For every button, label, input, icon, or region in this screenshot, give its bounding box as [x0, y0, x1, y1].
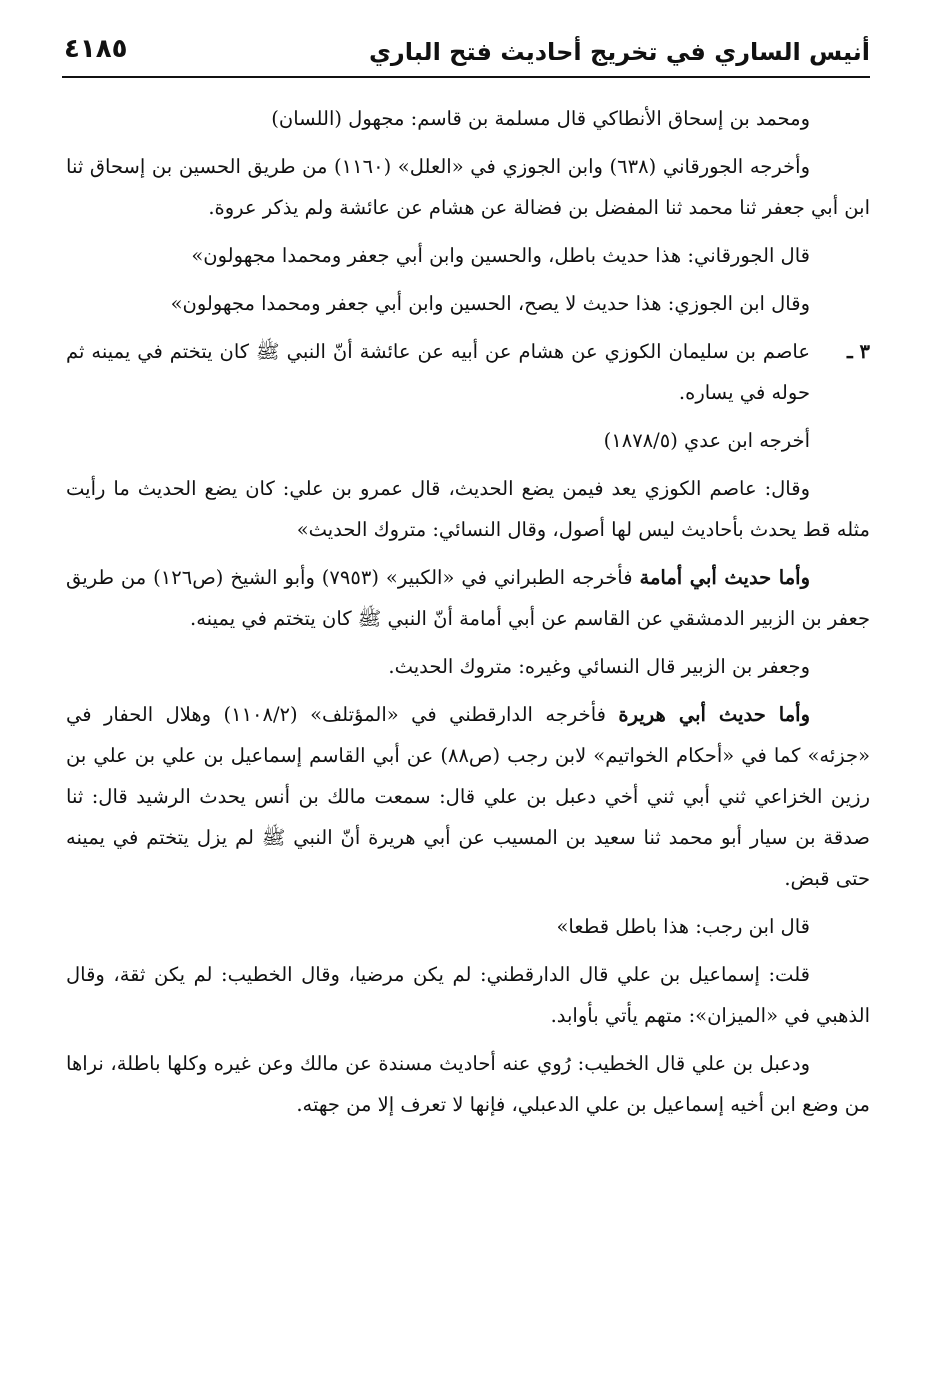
- paragraph: قلت: إسماعيل بن علي قال الدارقطني: لم يكن مرضيا، وقال الخطيب: لم يكن ثقة، وقال الذهبي في «الميزان»: متهم يأتي بأوابد.: [66, 963, 870, 1027]
- paragraph: قال الجورقاني: هذا حديث باطل، والحسين وابن أبي جعفر ومحمدا مجهولون»: [191, 244, 810, 267]
- paragraph: ودعبل بن علي قال الخطيب: رُوي عنه أحاديث مسندة عن مالك وعن غيره وكلها باطلة، نراها من وضع ابن أخيه إسماعيل بن علي الدعبلي، فإنها لا تعرف إلا من جهته.: [66, 1052, 870, 1116]
- numbered-item: [66, 331, 870, 413]
- item-source: أخرجه ابن عدي (١٨٧٨/٥): [603, 429, 810, 452]
- paragraph-abu-hurayra: [66, 694, 870, 899]
- paragraph: وقال: عاصم الكوزي يعد فيمن يضع الحديث، قال عمرو بن علي: كان يضع الحديث ما رأيت مثله قط يحدث بأحاديث ليس لها أصول، وقال النسائي: متروك الحديث»: [66, 477, 870, 541]
- bold-lead: وأما حديث أبي أمامة: [639, 566, 811, 589]
- paragraph: وأخرجه الجورقاني (٦٣٨) وابن الجوزي في «العلل» (١١٦٠) من طريق الحسين بن إسحاق ثنا ابن أبي جعفر ثنا محمد ثنا المفضل بن فضالة عن هشام عن عائشة ولم يذكر عروة.: [66, 155, 870, 219]
- paragraph: وجعفر بن الزبير قال النسائي وغيره: متروك الحديث.: [388, 655, 810, 678]
- paragraph: ومحمد بن إسحاق الأنطاكي قال مسلمة بن قاسم: مجهول (اللسان): [271, 107, 810, 130]
- bold-lead: وأما حديث أبي هريرة: [618, 703, 811, 726]
- page-number: ٤١٨٥: [64, 34, 128, 64]
- item-text: عاصم بن سليمان الكوزي عن هشام عن أبيه عن عائشة أنّ النبي ﷺ كان يتختم في يمينه ثم حوله في يساره.: [66, 340, 810, 404]
- paragraph-text: فأخرجه الدارقطني في «المؤتلف» (١١٠٨/٢) وهلال الحفار في «جزئه» كما في «أحكام الخواتيم» لابن رجب (ص٨٨) عن أبي القاسم إسماعيل بن علي بن علي بن رزين الخزاعي ثني أبي ثني أخي دعبل بن علي قال: سمعت مالك بن أنس يحدث الرشيد قال: ثنا صدقة بن سيار أبو محمد ثنا سعيد بن المسيب عن أبي هريرة أنّ النبي ﷺ لم يزل يتختم في يمينه حتى قبض.: [66, 703, 871, 890]
- page-header: [62, 28, 870, 78]
- page-body: [66, 98, 870, 1132]
- paragraph-abu-umama: [66, 557, 870, 639]
- paragraph: وقال ابن الجوزي: هذا حديث لا يصح، الحسين وابن أبي جعفر ومحمدا مجهولون»: [170, 292, 810, 315]
- paragraph: قال ابن رجب: هذا باطل قطعا»: [556, 915, 810, 938]
- paragraph-text: فأخرجه الطبراني في «الكبير» (٧٩٥٣) وأبو الشيخ (ص١٢٦) من طريق جعفر بن الزبير الدمشقي عن القاسم عن أبي أمامة أنّ النبي ﷺ كان يتختم في يمينه.: [66, 566, 870, 630]
- item-number: ٣ ـ: [847, 340, 870, 363]
- running-title: أنيس الساري في تخريج أحاديث فتح الباري: [368, 38, 870, 66]
